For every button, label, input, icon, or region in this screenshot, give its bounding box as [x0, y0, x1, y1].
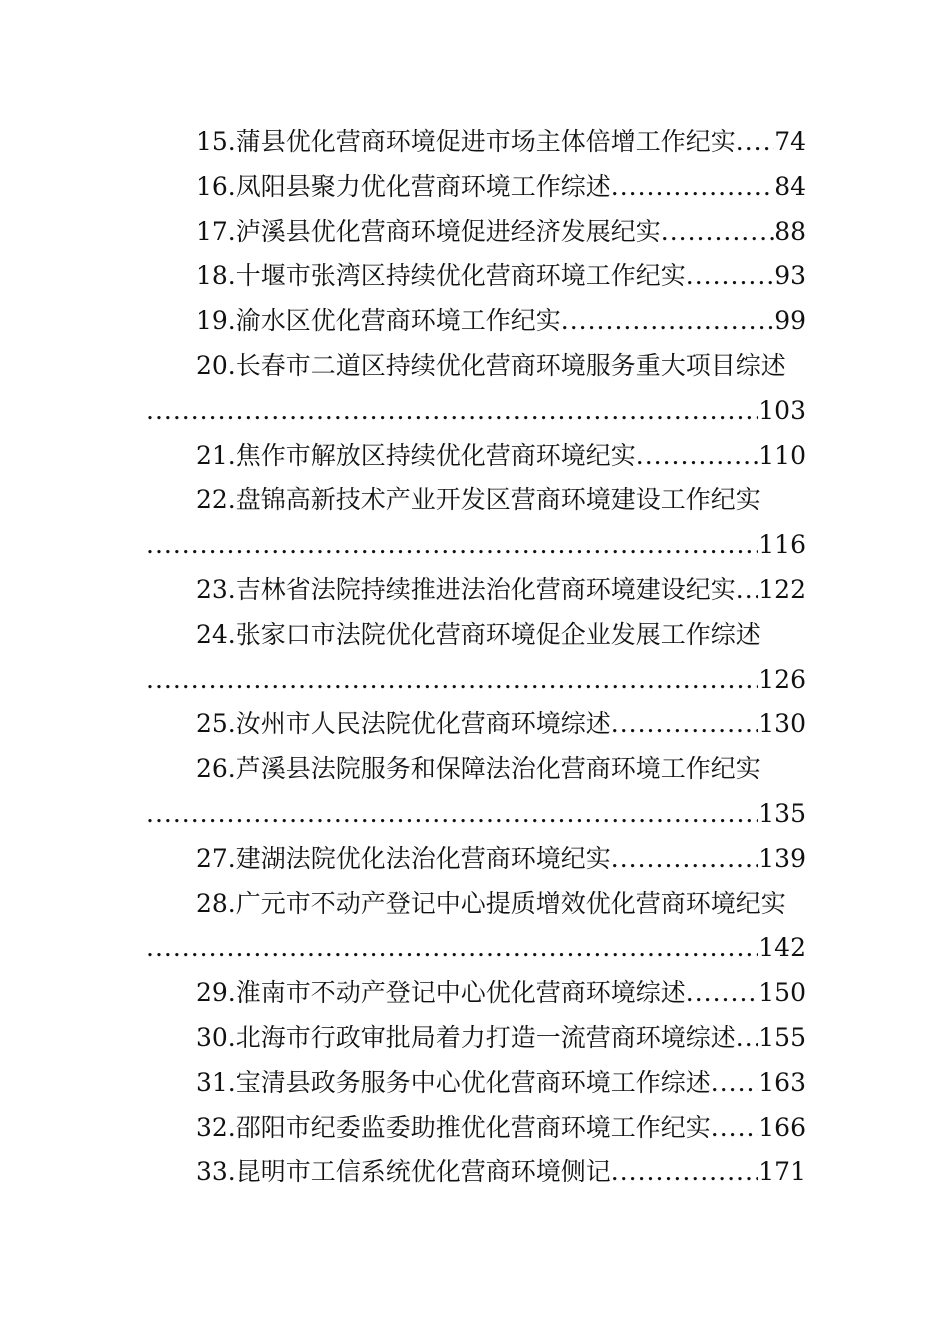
toc-entry-page: 171 [758, 1157, 806, 1187]
toc-entry[interactable] [146, 568, 806, 613]
dot-leader [146, 926, 758, 971]
toc-entry-page: 93 [774, 261, 806, 291]
toc-entry-title: 24.张家口市法院优化营商环境促企业发展工作综述 [196, 619, 761, 649]
dot-leader [146, 523, 758, 568]
toc-entry-page: 155 [758, 1022, 806, 1052]
toc-entry[interactable] [146, 1016, 806, 1061]
dot-leader [561, 299, 774, 344]
toc-entry[interactable] [146, 837, 806, 882]
toc-entry[interactable] [146, 1106, 806, 1151]
toc-entry[interactable] [146, 478, 806, 523]
toc-entry-title: 26.芦溪县法院服务和保障法治化营商环境工作纪实 [196, 754, 761, 784]
toc-entry-page: 74 [774, 127, 806, 156]
toc-entry-title: 20.长春市二道区持续优化营商环境服务重大项目综述 [196, 350, 786, 380]
toc-entry-continuation[interactable] [146, 523, 806, 568]
toc-entry-title: 19.渝水区优化营商环境工作纪实 [196, 306, 561, 336]
table-of-contents [146, 120, 806, 1195]
toc-entry[interactable] [146, 971, 806, 1016]
dot-leader [636, 434, 759, 479]
dot-leader [611, 1150, 759, 1195]
toc-entry-title: 15.蒲县优化营商环境促进市场主体倍增工作纪实 [196, 127, 736, 156]
toc-entry[interactable] [146, 299, 806, 344]
toc-entry-title: 30.北海市行政审批局着力打造一流营商环境综述 [196, 1022, 736, 1052]
toc-entry[interactable] [146, 344, 806, 389]
toc-entry-title: 22.盘锦高新技术产业开发区营商环境建设工作纪实 [196, 485, 761, 515]
dot-leader [611, 165, 774, 210]
toc-entry-page: 126 [758, 664, 806, 694]
toc-entry[interactable] [146, 702, 806, 747]
toc-entry-title: 27.建湖法院优化法治化营商环境纪实 [196, 843, 611, 873]
toc-entry[interactable] [146, 120, 806, 165]
toc-entry-page: 84 [774, 171, 806, 201]
dot-leader [611, 837, 759, 882]
toc-entry-title: 32.邵阳市纪委监委助推优化营商环境工作纪实 [196, 1112, 711, 1142]
toc-entry[interactable] [146, 165, 806, 210]
toc-entry-page: 116 [758, 530, 806, 560]
toc-entry-title: 29.淮南市不动产登记中心优化营商环境综述 [196, 978, 686, 1008]
toc-entry-title: 21.焦作市解放区持续优化营商环境纪实 [196, 440, 636, 470]
dot-leader [611, 702, 759, 747]
toc-entry-page: 103 [758, 395, 806, 425]
toc-entry[interactable] [146, 1061, 806, 1106]
toc-entry[interactable] [146, 254, 806, 299]
dot-leader [736, 568, 759, 613]
toc-entry-continuation[interactable] [146, 389, 806, 434]
toc-entry-page: 130 [758, 709, 806, 739]
toc-entry-title: 25.汝州市人民法院优化营商环境综述 [196, 709, 611, 739]
toc-entry-page: 166 [758, 1112, 806, 1142]
toc-entry-page: 88 [774, 216, 806, 246]
toc-entry[interactable] [146, 613, 806, 658]
dot-leader [146, 389, 758, 434]
toc-entry-title: 18.十堰市张湾区持续优化营商环境工作纪实 [196, 261, 686, 291]
dot-leader [146, 792, 758, 837]
toc-entry-title: 16.凤阳县聚力优化营商环境工作综述 [196, 171, 611, 201]
toc-entry-page: 99 [774, 306, 806, 336]
toc-entry[interactable] [146, 1150, 806, 1195]
dot-leader [736, 120, 774, 165]
toc-entry-title: 23.吉林省法院持续推进法治化营商环境建设纪实 [196, 574, 736, 604]
toc-entry-continuation[interactable] [146, 792, 806, 837]
toc-entry-title: 31.宝清县政务服务中心优化营商环境工作综述 [196, 1067, 711, 1097]
toc-entry[interactable] [146, 882, 806, 927]
dot-leader [146, 658, 758, 703]
toc-entry-page: 122 [758, 574, 806, 604]
toc-entry[interactable] [146, 434, 806, 479]
toc-entry-continuation[interactable] [146, 658, 806, 703]
toc-entry-page: 110 [758, 440, 806, 470]
toc-entry[interactable] [146, 747, 806, 792]
dot-leader [661, 210, 774, 255]
dot-leader [711, 1106, 759, 1151]
toc-entry-page: 139 [758, 843, 806, 873]
toc-entry[interactable] [146, 210, 806, 255]
toc-entry-title: 28.广元市不动产登记中心提质增效优化营商环境纪实 [196, 888, 786, 918]
dot-leader [686, 971, 759, 1016]
toc-entry-page: 150 [758, 978, 806, 1008]
toc-entry-title: 33.昆明市工信系统优化营商环境侧记 [196, 1157, 611, 1187]
dot-leader [686, 254, 774, 299]
dot-leader [711, 1061, 759, 1106]
toc-entry-continuation[interactable] [146, 926, 806, 971]
toc-entry-title: 17.泸溪县优化营商环境促进经济发展纪实 [196, 216, 661, 246]
toc-entry-page: 142 [758, 933, 806, 963]
dot-leader [736, 1016, 759, 1061]
toc-entry-page: 163 [758, 1067, 806, 1097]
toc-entry-page: 135 [758, 798, 806, 828]
